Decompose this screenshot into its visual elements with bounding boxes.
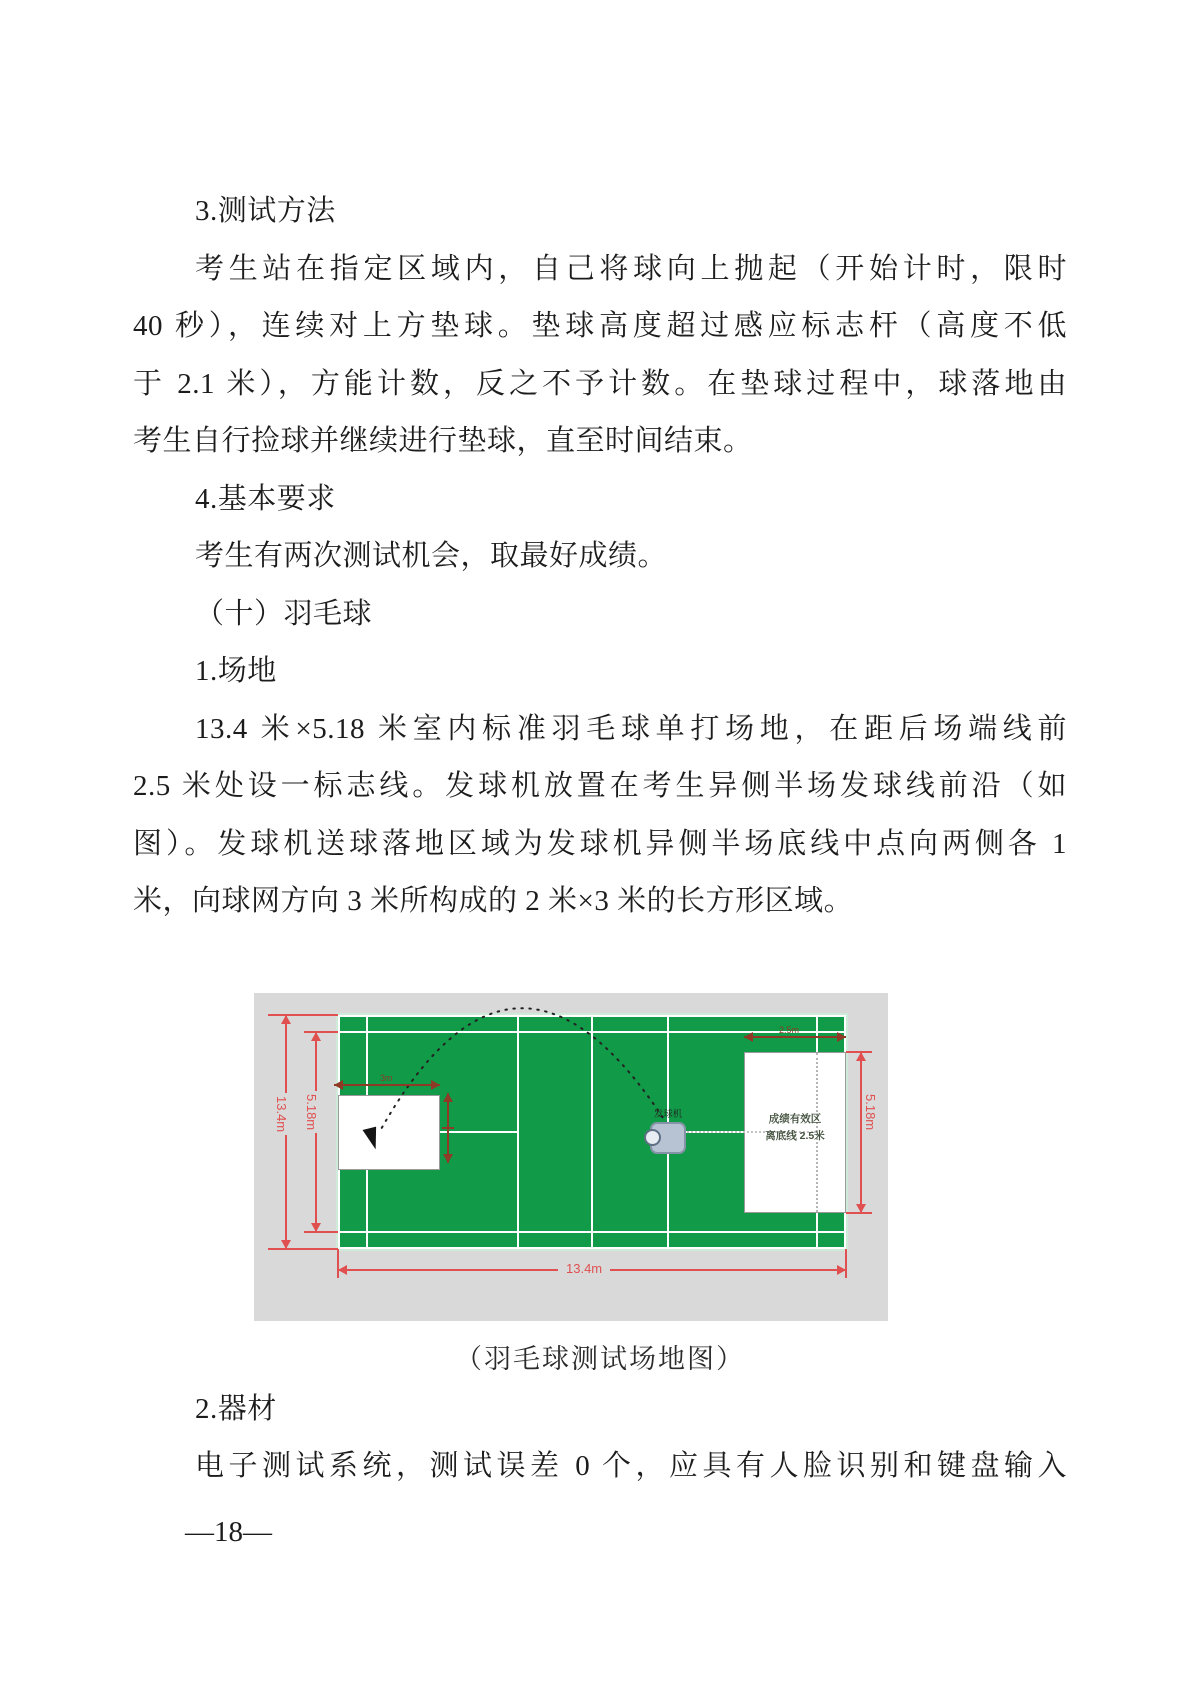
arrowhead-icon xyxy=(443,1093,453,1102)
dim-ext-line xyxy=(846,1051,872,1053)
dim-label-landing-length: 3m xyxy=(380,1072,393,1083)
paragraph-line: 40 秒），连续对上方垫球。垫球高度超过感应标志杆（高度不低 xyxy=(133,310,1067,342)
paragraph-line: 考生有两次测试机会，取最好成绩。 xyxy=(195,540,668,572)
dim-line-zone-depth xyxy=(744,1036,846,1038)
paragraph-line: 图）。发球机送球落地区域为发球机异侧半场底线中点向两侧各 1 xyxy=(133,827,1067,860)
dim-line-landing-length xyxy=(334,1084,440,1086)
dim-ext-line xyxy=(846,1212,872,1214)
heading-badminton: （十）羽毛球 xyxy=(195,597,373,630)
arrowhead-icon xyxy=(338,1265,347,1275)
arrowhead-icon xyxy=(311,1032,321,1041)
heading-test-method: 3.测试方法 xyxy=(195,195,336,227)
arrowhead-icon xyxy=(837,1032,846,1042)
dim-ext-line xyxy=(268,1014,338,1016)
dim-ext-line xyxy=(304,1031,338,1033)
arrowhead-icon xyxy=(744,1032,753,1042)
arrowhead-icon xyxy=(443,1154,453,1163)
arrowhead-icon xyxy=(856,1052,866,1061)
arrowhead-icon xyxy=(334,1080,343,1090)
paragraph-line: 2.5 米处设一标志线。发球机放置在考生异侧半场发球线前沿（如 xyxy=(133,770,1067,802)
dim-tick xyxy=(442,1127,454,1129)
dim-ext-line xyxy=(337,1249,339,1278)
court-diagram xyxy=(254,993,888,1321)
dim-ext-line xyxy=(845,1249,847,1278)
dim-label-width-right: 5.18m xyxy=(862,1091,878,1133)
dim-label-width-left: 5.18m xyxy=(303,1091,319,1133)
text-column xyxy=(133,183,1067,1496)
paragraph-line: 于 2.1 米），方能计数，反之不予计数。在垫球过程中，球落地由 xyxy=(133,367,1067,400)
paragraph-line: 考生站在指定区域内，自己将球向上抛起（开始计时，限时 xyxy=(195,252,1067,285)
score-zone-label-line1: 成绩有效区 xyxy=(768,1112,822,1125)
heading-equipment: 2.器材 xyxy=(195,1392,277,1425)
arrowhead-icon xyxy=(281,1015,291,1024)
serve-machine-muzzle-icon xyxy=(644,1129,661,1146)
serve-machine-label: 发球机 xyxy=(653,1108,683,1120)
diagram-caption: （羽毛球测试场地图） xyxy=(455,1343,745,1374)
page-number: —18— xyxy=(185,1516,272,1548)
paragraph-line: 米，向球网方向 3 米所构成的 2 米×3 米的长方形区域。 xyxy=(133,885,854,917)
dim-label-length-bottom: 13.4m xyxy=(558,1261,610,1277)
arrowhead-icon xyxy=(431,1080,440,1090)
paragraph-line: 13.4 米×5.18 米室内标准羽毛球单打场地，在距后场端线前 xyxy=(195,712,1067,745)
paragraph-line: 电子测试系统，测试误差 0 个，应具有人脸识别和键盘输入 xyxy=(195,1450,1067,1482)
dim-label-length-left: 13.4m xyxy=(273,1093,289,1135)
heading-basic-requirements: 4.基本要求 xyxy=(195,482,336,515)
score-zone-label-line2: 离底线 2.5米 xyxy=(765,1129,825,1142)
dim-label-zone-depth: 2.5m xyxy=(779,1024,800,1035)
paragraph-line: 考生自行捡球并继续进行垫球，直至时间结束。 xyxy=(133,425,753,457)
dim-ext-line xyxy=(268,1248,338,1250)
dim-ext-line xyxy=(304,1231,338,1233)
heading-venue: 1.场地 xyxy=(195,655,277,687)
